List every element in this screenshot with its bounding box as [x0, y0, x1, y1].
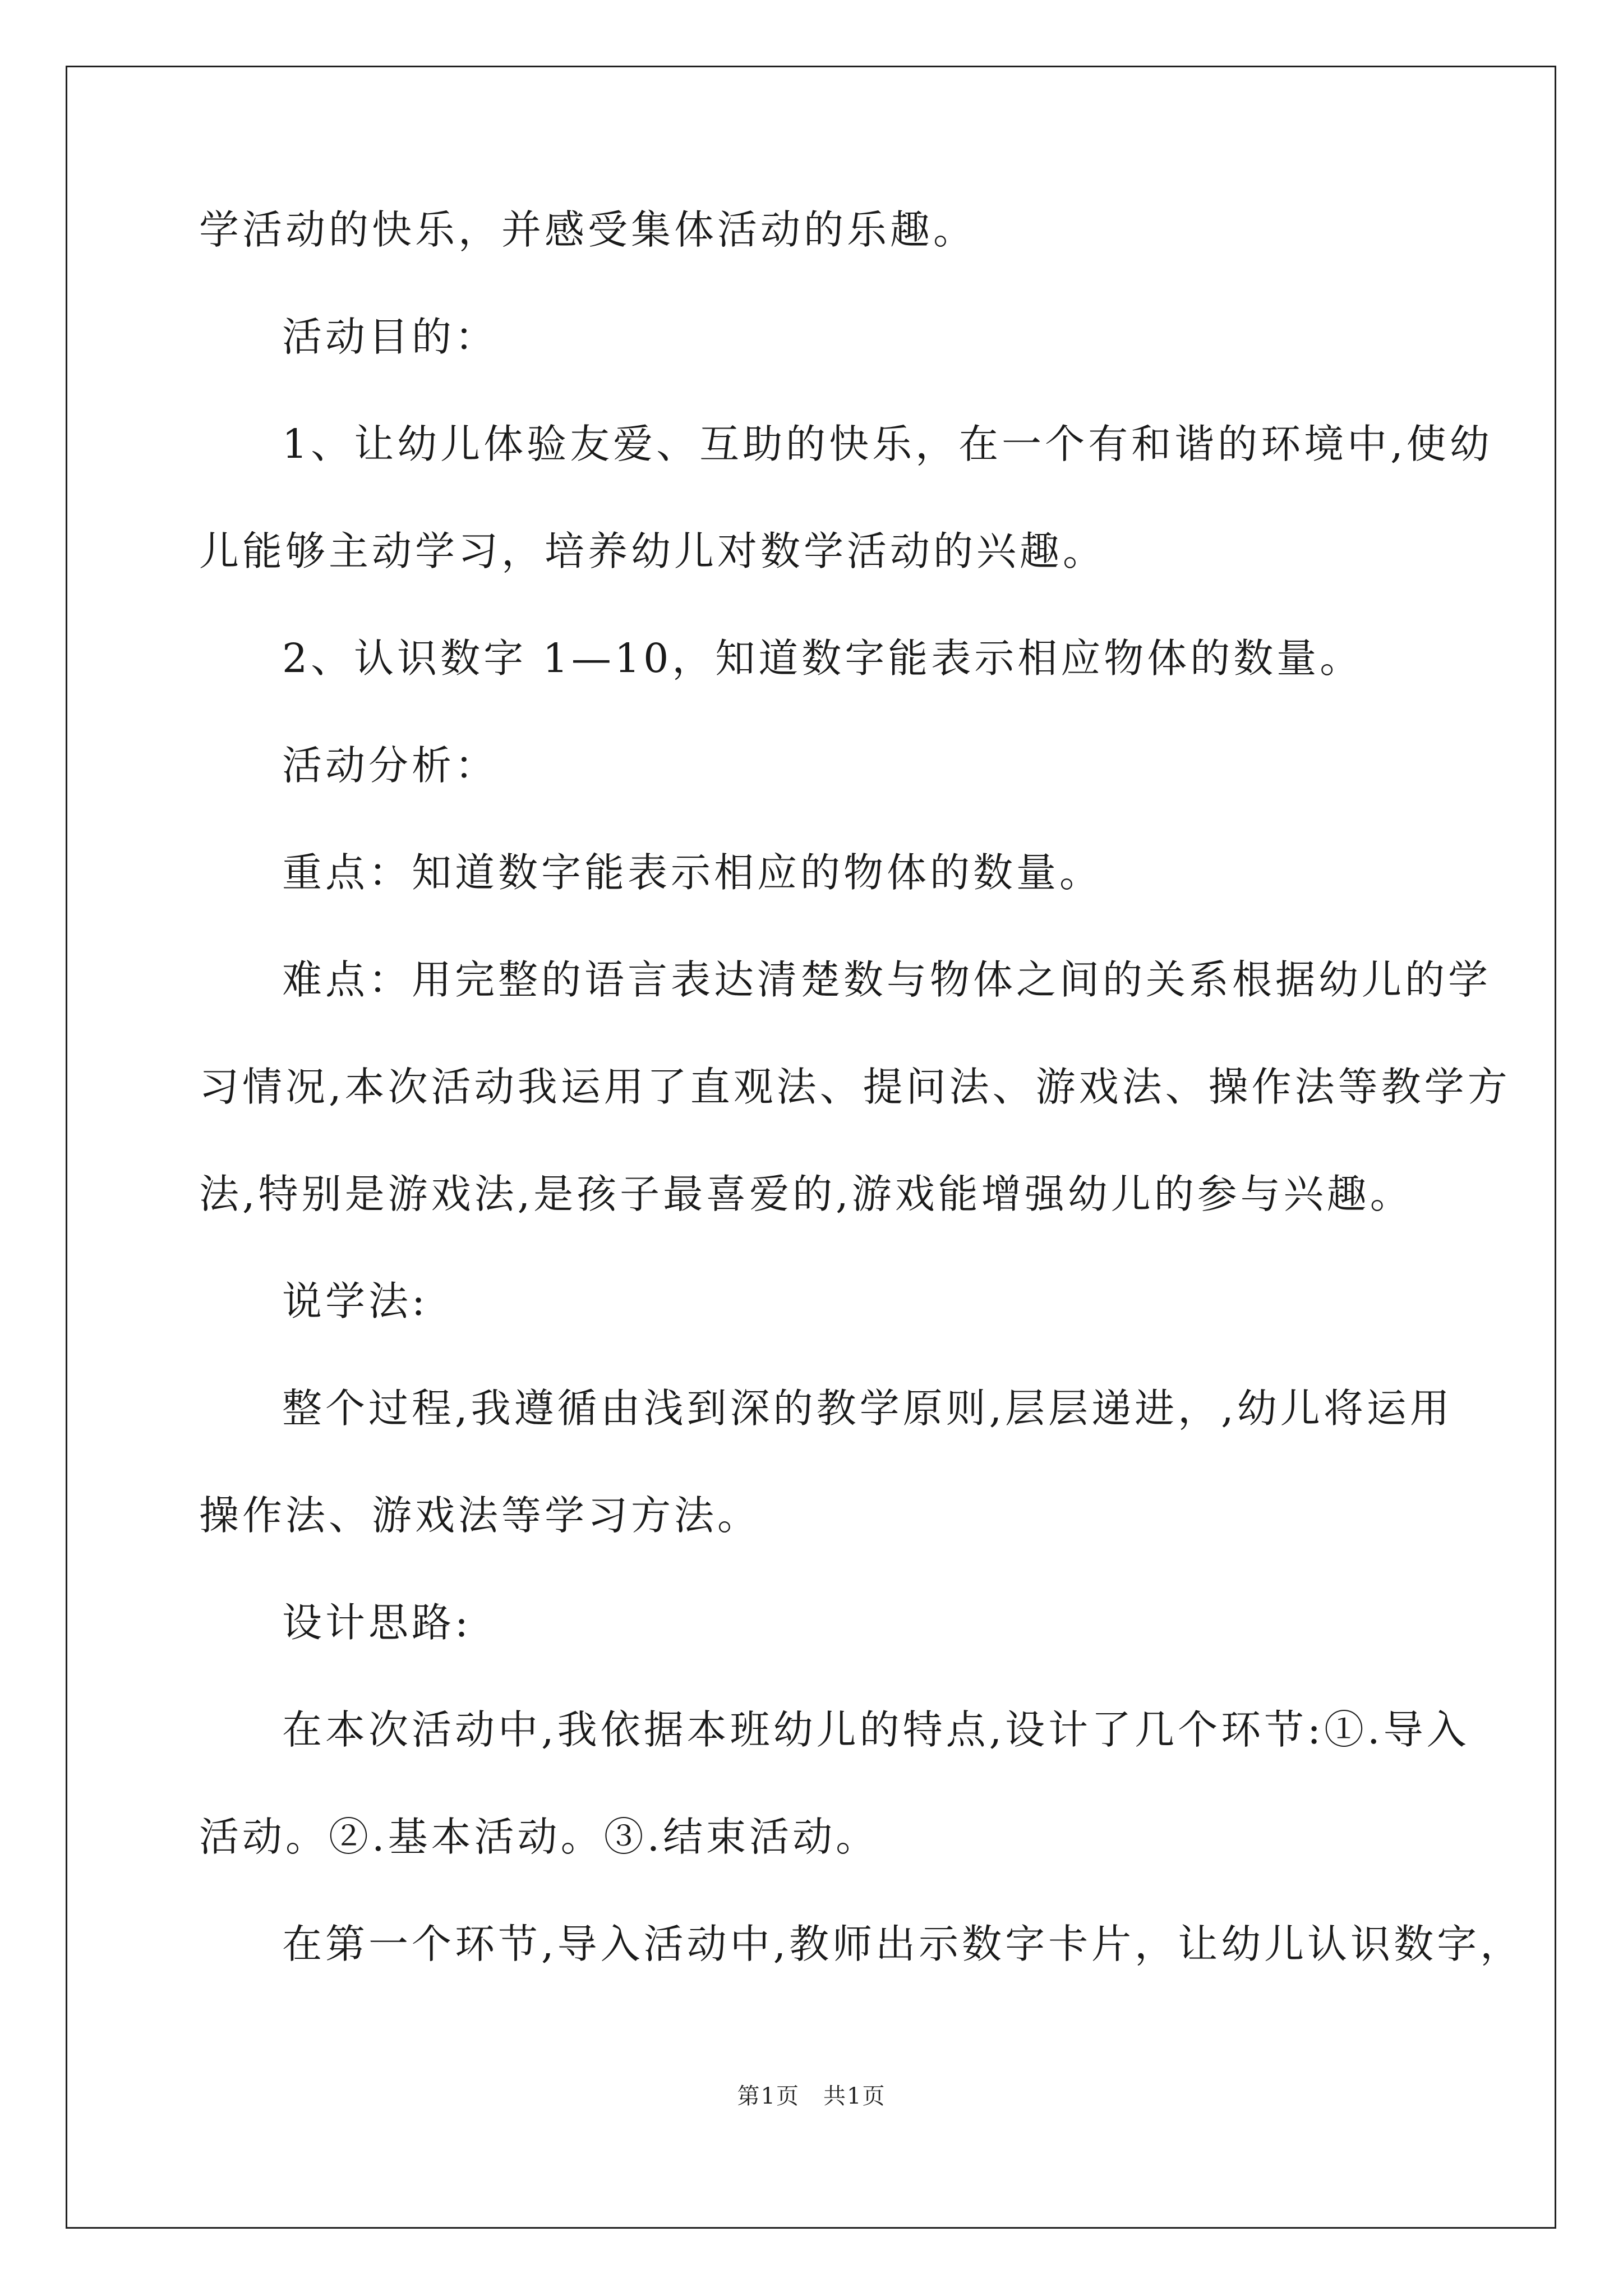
text-line: 法,特别是游戏法,是孩子最喜爱的,游戏能增强幼儿的参与兴趣。 [199, 1171, 1413, 1217]
page-number-footer: 第1页 共1页 [737, 2083, 886, 2109]
text-line: 在第一个环节,导入活动中,教师出示数字卡片，让幼儿认识数字， [282, 1921, 1524, 1967]
text-line: 活动。②.基本活动。③.结束活动。 [199, 1814, 879, 1860]
text-line: 2、认识数字 1—10，知道数字能表示相应物体的数量。 [282, 635, 1363, 682]
page-border [66, 66, 1556, 2229]
section-heading: 设计思路: [282, 1599, 472, 1646]
text-line: 学活动的快乐，并感受集体活动的乐趣。 [199, 206, 977, 253]
text-line: 1、让幼儿体验友爱、互助的快乐，在一个有和谐的环境中,使幼 [282, 421, 1493, 467]
section-heading: 说学法: [282, 1278, 428, 1324]
text-line: 习情况,本次活动我运用了直观法、提问法、游戏法、操作法等教学方 [199, 1064, 1511, 1110]
text-line: 在本次活动中,我依据本班幼儿的特点,设计了几个环节:①.导入 [282, 1706, 1470, 1753]
text-line: 难点：用完整的语言表达清楚数与物体之间的关系根据幼儿的学 [282, 956, 1492, 1003]
text-line: 操作法、游戏法等学习方法。 [199, 1492, 761, 1539]
text-line: 重点：知道数字能表示相应的物体的数量。 [282, 849, 1103, 896]
section-heading: 活动分析： [282, 742, 499, 789]
text-line: 整个过程,我遵循由浅到深的教学原则,层层递进，,幼儿将运用 [282, 1385, 1453, 1432]
section-heading: 活动目的： [282, 314, 499, 360]
text-line: 儿能够主动学习，培养幼儿对数学活动的兴趣。 [199, 528, 1106, 574]
